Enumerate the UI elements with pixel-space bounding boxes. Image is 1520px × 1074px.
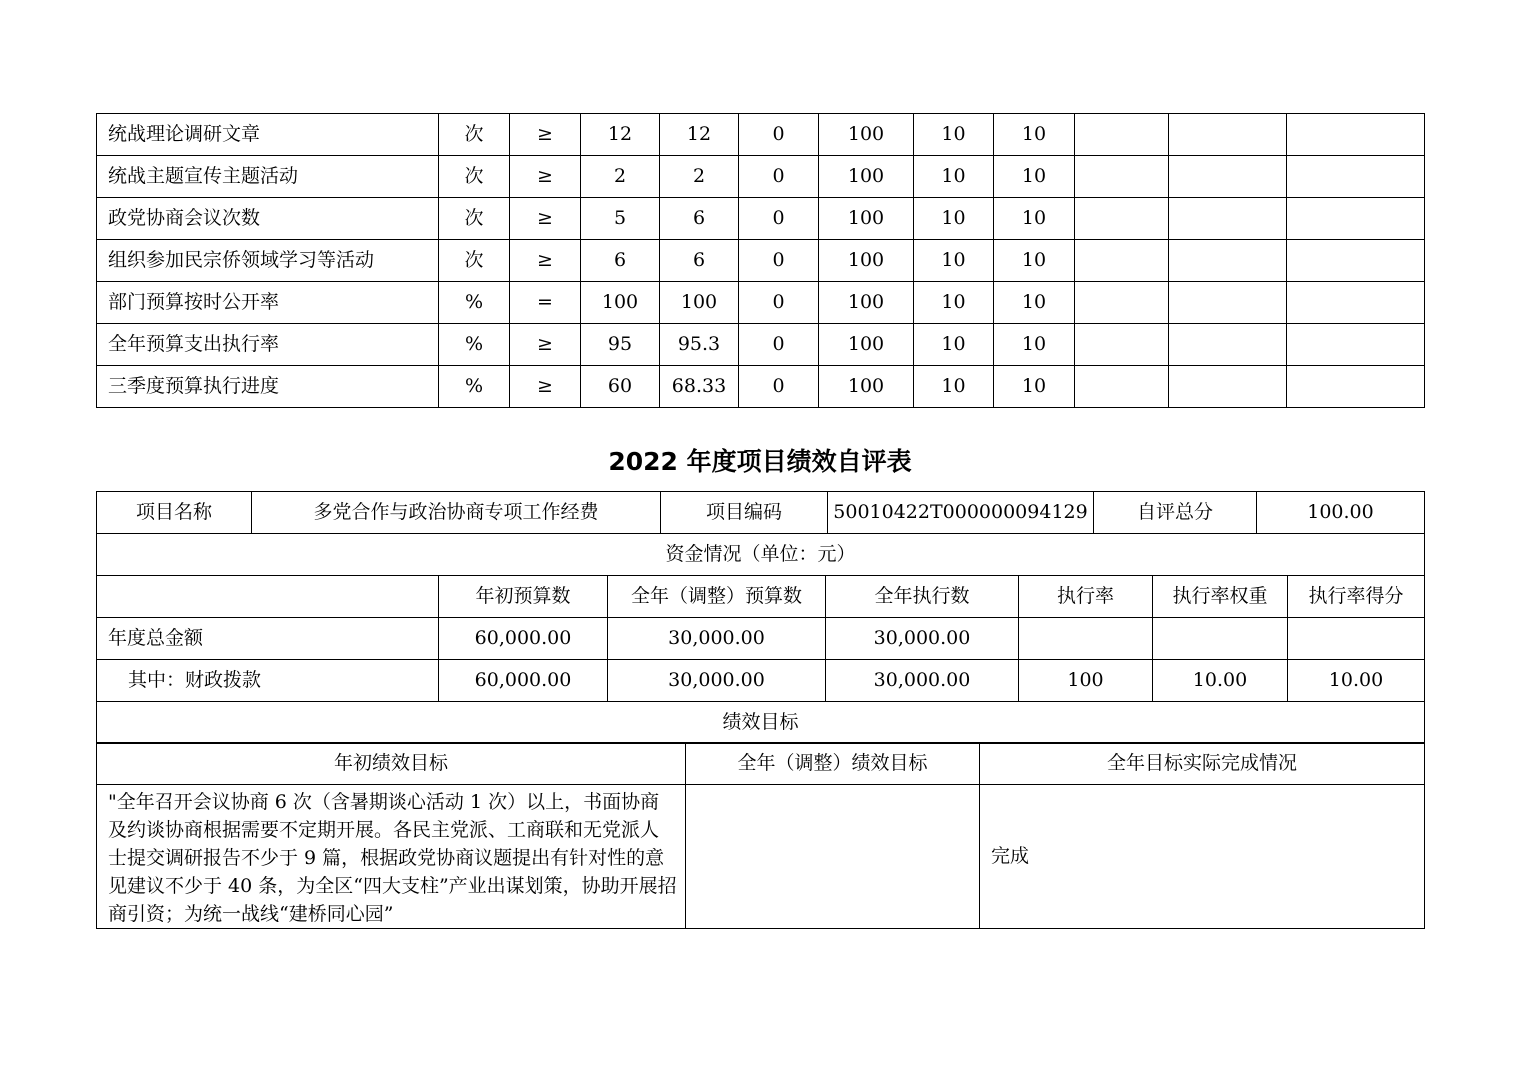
funds-header-cell bbox=[97, 576, 439, 618]
funds-cell: 30,000.00 bbox=[826, 618, 1019, 660]
indicator-extra-2 bbox=[1169, 156, 1287, 198]
indicator-col6: 0 bbox=[739, 282, 819, 324]
adjusted-goal-text bbox=[686, 785, 980, 929]
funds-row bbox=[97, 618, 1425, 660]
indicator-weight: 10 bbox=[914, 324, 994, 366]
indicator-name: 统战理论调研文章 bbox=[97, 114, 439, 156]
indicator-extra-2 bbox=[1169, 240, 1287, 282]
indicator-extra-3 bbox=[1287, 114, 1425, 156]
funds-cell: 30,000.00 bbox=[608, 618, 826, 660]
funds-cell: 30,000.00 bbox=[608, 660, 826, 702]
initial-goal-text: "全年召开会议协商 6 次（含暑期谈心活动 1 次）以上，书面协商及约谈协商根据需要不定期开展。各民主党派、工商联和无党派人士提交调研报告不少于 9 篇，根据政党协商议题提出有针对性的意见建议不少于 40 条，为全区“四大支柱”产业出谋划策，协助开展招商引资；为统一战线“建桥同心园” bbox=[97, 785, 686, 929]
indicator-score: 10 bbox=[994, 156, 1075, 198]
indicator-row bbox=[97, 240, 1425, 282]
indicator-col6: 0 bbox=[739, 114, 819, 156]
completion-text: 完成 bbox=[980, 785, 1425, 929]
funds-header-cell: 全年（调整）预算数 bbox=[608, 576, 826, 618]
indicator-col7: 100 bbox=[819, 240, 914, 282]
total-score-value: 100.00 bbox=[1257, 492, 1425, 534]
project-code-label: 项目编码 bbox=[661, 492, 828, 534]
funds-header-cell: 年初预算数 bbox=[439, 576, 608, 618]
indicator-extra-3 bbox=[1287, 324, 1425, 366]
indicator-actual: 6 bbox=[660, 198, 739, 240]
indicator-extra-2 bbox=[1169, 366, 1287, 408]
indicator-actual: 68.33 bbox=[660, 366, 739, 408]
indicator-operator: ≥ bbox=[510, 240, 581, 282]
indicator-score: 10 bbox=[994, 114, 1075, 156]
indicator-name: 部门预算按时公开率 bbox=[97, 282, 439, 324]
indicator-target: 60 bbox=[581, 366, 660, 408]
indicator-row bbox=[97, 198, 1425, 240]
indicator-col7: 100 bbox=[819, 114, 914, 156]
indicator-weight: 10 bbox=[914, 240, 994, 282]
indicator-table bbox=[96, 113, 1425, 408]
indicator-row bbox=[97, 156, 1425, 198]
project-info-table bbox=[96, 491, 1425, 576]
indicator-unit: 次 bbox=[439, 240, 510, 282]
indicator-col6: 0 bbox=[739, 156, 819, 198]
indicator-actual: 100 bbox=[660, 282, 739, 324]
indicator-unit: % bbox=[439, 324, 510, 366]
funds-cell bbox=[1288, 618, 1425, 660]
indicator-extra-2 bbox=[1169, 282, 1287, 324]
goals-section-title: 绩效目标 bbox=[97, 702, 1425, 744]
goals-header-row bbox=[97, 743, 1425, 785]
indicator-col6: 0 bbox=[739, 324, 819, 366]
indicator-unit: 次 bbox=[439, 156, 510, 198]
funds-cell bbox=[1019, 618, 1153, 660]
funds-row-label: 其中：财政拨款 bbox=[97, 660, 439, 702]
indicator-extra-1 bbox=[1075, 240, 1169, 282]
funds-row-label: 年度总金额 bbox=[97, 618, 439, 660]
funds-header-row bbox=[97, 576, 1425, 618]
total-score-label: 自评总分 bbox=[1094, 492, 1257, 534]
indicator-score: 10 bbox=[994, 198, 1075, 240]
indicator-target: 12 bbox=[581, 114, 660, 156]
indicator-actual: 2 bbox=[660, 156, 739, 198]
indicator-unit: 次 bbox=[439, 198, 510, 240]
goals-header-completion: 全年目标实际完成情况 bbox=[980, 743, 1425, 785]
indicator-col7: 100 bbox=[819, 156, 914, 198]
indicator-operator: ≥ bbox=[510, 156, 581, 198]
funds-cell: 10.00 bbox=[1288, 660, 1425, 702]
indicator-extra-1 bbox=[1075, 114, 1169, 156]
indicator-name: 组织参加民宗侨领域学习等活动 bbox=[97, 240, 439, 282]
indicator-extra-1 bbox=[1075, 366, 1169, 408]
indicator-name: 三季度预算执行进度 bbox=[97, 366, 439, 408]
indicator-col6: 0 bbox=[739, 198, 819, 240]
indicator-extra-2 bbox=[1169, 198, 1287, 240]
indicator-extra-1 bbox=[1075, 324, 1169, 366]
indicator-unit: % bbox=[439, 366, 510, 408]
indicator-col7: 100 bbox=[819, 282, 914, 324]
funds-cell: 100 bbox=[1019, 660, 1153, 702]
funds-cell: 60,000.00 bbox=[439, 660, 608, 702]
indicator-score: 10 bbox=[994, 240, 1075, 282]
funds-cell: 60,000.00 bbox=[439, 618, 608, 660]
indicator-extra-2 bbox=[1169, 324, 1287, 366]
funds-cell bbox=[1153, 618, 1288, 660]
indicator-operator: ≥ bbox=[510, 198, 581, 240]
funds-cell: 30,000.00 bbox=[826, 660, 1019, 702]
funds-header-cell: 执行率 bbox=[1019, 576, 1153, 618]
indicator-actual: 12 bbox=[660, 114, 739, 156]
indicator-target: 6 bbox=[581, 240, 660, 282]
indicator-col7: 100 bbox=[819, 324, 914, 366]
indicator-row bbox=[97, 366, 1425, 408]
indicator-col6: 0 bbox=[739, 240, 819, 282]
indicator-name: 政党协商会议次数 bbox=[97, 198, 439, 240]
project-name-value: 多党合作与政治协商专项工作经费 bbox=[252, 492, 661, 534]
indicator-weight: 10 bbox=[914, 156, 994, 198]
goals-header-initial: 年初绩效目标 bbox=[97, 743, 686, 785]
indicator-name: 统战主题宣传主题活动 bbox=[97, 156, 439, 198]
indicator-extra-1 bbox=[1075, 282, 1169, 324]
indicator-extra-1 bbox=[1075, 156, 1169, 198]
goals-section-row bbox=[97, 702, 1425, 744]
goals-table bbox=[96, 742, 1425, 929]
indicator-extra-3 bbox=[1287, 198, 1425, 240]
indicator-row bbox=[97, 324, 1425, 366]
indicator-target: 95 bbox=[581, 324, 660, 366]
indicator-col7: 100 bbox=[819, 366, 914, 408]
indicator-score: 10 bbox=[994, 324, 1075, 366]
indicator-operator: = bbox=[510, 282, 581, 324]
indicator-unit: 次 bbox=[439, 114, 510, 156]
funds-row bbox=[97, 660, 1425, 702]
page-title: 2022 年度项目绩效自评表 bbox=[608, 447, 912, 476]
indicator-target: 2 bbox=[581, 156, 660, 198]
funds-section-row bbox=[97, 534, 1425, 576]
indicator-actual: 95.3 bbox=[660, 324, 739, 366]
project-code-value: 50010422T000000094129 bbox=[828, 492, 1094, 534]
project-name-label: 项目名称 bbox=[97, 492, 252, 534]
indicator-weight: 10 bbox=[914, 366, 994, 408]
funds-header-cell: 执行率权重 bbox=[1153, 576, 1288, 618]
funds-section-title: 资金情况（单位：元） bbox=[97, 534, 1425, 576]
indicator-extra-1 bbox=[1075, 198, 1169, 240]
indicator-operator: ≥ bbox=[510, 324, 581, 366]
indicator-operator: ≥ bbox=[510, 366, 581, 408]
indicator-row bbox=[97, 282, 1425, 324]
indicator-extra-3 bbox=[1287, 240, 1425, 282]
funds-table bbox=[96, 575, 1425, 744]
indicator-score: 10 bbox=[994, 282, 1075, 324]
indicator-unit: % bbox=[439, 282, 510, 324]
project-info-row bbox=[97, 492, 1425, 534]
indicator-col7: 100 bbox=[819, 198, 914, 240]
indicator-row bbox=[97, 114, 1425, 156]
indicator-operator: ≥ bbox=[510, 114, 581, 156]
goals-header-adjusted: 全年（调整）绩效目标 bbox=[686, 743, 980, 785]
indicator-extra-3 bbox=[1287, 366, 1425, 408]
indicator-col6: 0 bbox=[739, 366, 819, 408]
indicator-target: 100 bbox=[581, 282, 660, 324]
funds-header-cell: 全年执行数 bbox=[826, 576, 1019, 618]
funds-cell: 10.00 bbox=[1153, 660, 1288, 702]
indicator-actual: 6 bbox=[660, 240, 739, 282]
indicator-weight: 10 bbox=[914, 114, 994, 156]
goals-content-row bbox=[97, 785, 1425, 929]
indicator-extra-2 bbox=[1169, 114, 1287, 156]
indicator-weight: 10 bbox=[914, 282, 994, 324]
funds-header-cell: 执行率得分 bbox=[1288, 576, 1425, 618]
indicator-name: 全年预算支出执行率 bbox=[97, 324, 439, 366]
indicator-extra-3 bbox=[1287, 156, 1425, 198]
indicator-score: 10 bbox=[994, 366, 1075, 408]
indicator-weight: 10 bbox=[914, 198, 994, 240]
indicator-target: 5 bbox=[581, 198, 660, 240]
indicator-extra-3 bbox=[1287, 282, 1425, 324]
